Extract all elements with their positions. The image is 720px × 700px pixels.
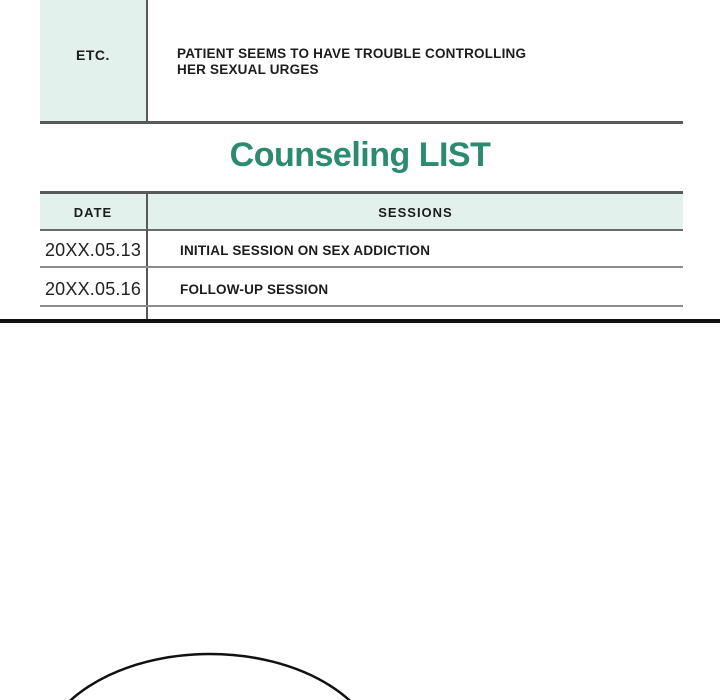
- column-header-sessions: SESSIONS: [378, 205, 453, 220]
- column-header-date: DATE: [73, 205, 113, 220]
- counseling-table-column-divider: [146, 191, 148, 319]
- page-title: Counseling LIST: [229, 136, 491, 174]
- etc-cell-label: ETC.: [76, 46, 110, 63]
- table-row-2-date: 20XX.05.16: [44, 279, 142, 299]
- row-divider-1: [40, 266, 683, 268]
- etc-note-text: [177, 46, 647, 78]
- panel-border-line: [0, 319, 720, 323]
- counseling-table-header-border: [40, 229, 683, 231]
- table-row-1-date: 20XX.05.13: [44, 240, 142, 260]
- etc-cell: [40, 0, 146, 121]
- top-table-bottom-border: [40, 121, 683, 124]
- top-table-column-divider: [146, 0, 148, 121]
- table-row-2-session: FOLLOW-UP SESSION: [180, 282, 329, 297]
- etc-note-line2: HER SEXUAL URGES: [177, 62, 319, 77]
- table-row-1-session: INITIAL SESSION ON SEX ADDICTION: [180, 243, 431, 258]
- row-divider-2: [40, 305, 683, 307]
- etc-note-line1: PATIENT SEEMS TO HAVE TROUBLE CONTROLLING: [177, 46, 527, 61]
